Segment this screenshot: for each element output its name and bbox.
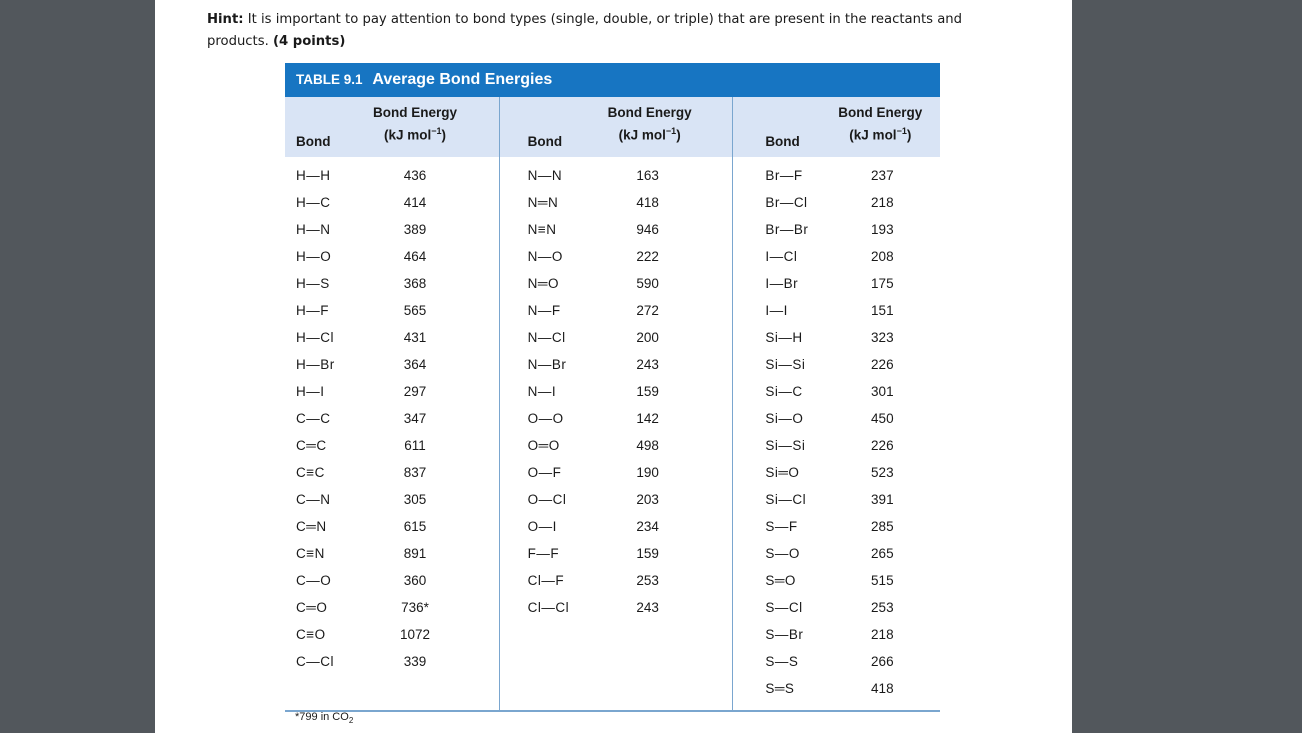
hint-label: Hint: bbox=[207, 12, 244, 27]
table-row bbox=[733, 405, 940, 432]
header-energy-line1: Bond Energy bbox=[838, 105, 923, 120]
table-row bbox=[733, 675, 940, 702]
energy-cell: 736* bbox=[401, 600, 429, 615]
energy-cell: 339 bbox=[403, 654, 427, 669]
table-row bbox=[285, 432, 499, 459]
energy-cell: 159 bbox=[636, 546, 659, 561]
bond-cell: C≡N bbox=[296, 546, 325, 561]
bond-cell: H—H bbox=[296, 168, 331, 183]
energy-cell: 498 bbox=[636, 438, 659, 453]
energy-cell: 243 bbox=[636, 357, 659, 372]
bond-cell: F—F bbox=[527, 546, 560, 561]
energy-cell: 200 bbox=[636, 330, 659, 345]
column-header bbox=[733, 97, 940, 157]
header-energy bbox=[365, 104, 465, 145]
table-title: Average Bond Energies bbox=[372, 71, 553, 88]
table-title-bar bbox=[285, 63, 940, 97]
hint-paragraph bbox=[207, 9, 1047, 53]
energy-cell: 418 bbox=[636, 195, 659, 210]
table-row bbox=[500, 270, 733, 297]
bond-cell: H—Br bbox=[296, 357, 335, 372]
table-row bbox=[285, 243, 499, 270]
table-row bbox=[285, 648, 499, 675]
bond-cell: H—F bbox=[296, 303, 329, 318]
header-bond: Bond bbox=[527, 134, 563, 149]
bond-cell: C═O bbox=[296, 600, 328, 615]
energy-cell: 253 bbox=[636, 573, 659, 588]
table-row bbox=[733, 486, 940, 513]
table-row bbox=[733, 297, 940, 324]
bond-cell: S—Cl bbox=[765, 600, 803, 615]
energy-cell: 565 bbox=[403, 303, 427, 318]
table-footnote bbox=[295, 711, 353, 725]
column-group-1 bbox=[285, 97, 499, 710]
energy-cell: 226 bbox=[871, 438, 894, 453]
header-energy-unit: (kJ mol bbox=[849, 127, 897, 143]
table-row bbox=[285, 567, 499, 594]
energy-cell: 891 bbox=[403, 546, 427, 561]
table-row bbox=[285, 324, 499, 351]
bond-cell: Si—H bbox=[765, 330, 803, 345]
footnote-text: *799 in CO bbox=[295, 711, 349, 723]
table-row bbox=[285, 351, 499, 378]
table-row bbox=[733, 567, 940, 594]
table-row bbox=[285, 540, 499, 567]
hint-text-line1: It is important to pay attention to bond types (single, double, or triple) that are present in the reactants and bbox=[243, 12, 962, 27]
table-row bbox=[500, 324, 733, 351]
hint-text-line2: products. bbox=[207, 34, 273, 49]
table-row bbox=[500, 675, 733, 702]
bond-cell: Cl—F bbox=[527, 573, 565, 588]
bond-cell: O—I bbox=[527, 519, 557, 534]
energy-cell: 347 bbox=[403, 411, 427, 426]
energy-cell: 590 bbox=[636, 276, 659, 291]
energy-cell: 418 bbox=[871, 681, 894, 696]
table-row bbox=[500, 648, 733, 675]
energy-cell: 234 bbox=[636, 519, 659, 534]
bond-cell: C—C bbox=[296, 411, 331, 426]
table-row bbox=[500, 621, 733, 648]
header-energy-sup: −1 bbox=[896, 126, 907, 136]
table-row bbox=[500, 513, 733, 540]
energy-cell: 272 bbox=[636, 303, 659, 318]
table-row bbox=[285, 405, 499, 432]
energy-cell: 946 bbox=[636, 222, 659, 237]
energy-cell: 364 bbox=[403, 357, 427, 372]
energy-cell: 450 bbox=[871, 411, 894, 426]
bond-cell: Si—O bbox=[765, 411, 804, 426]
bond-cell: C≡O bbox=[296, 627, 326, 642]
energy-cell: 431 bbox=[403, 330, 427, 345]
bond-cell: C—O bbox=[296, 573, 332, 588]
bond-cell: N≡N bbox=[527, 222, 557, 237]
energy-cell: 360 bbox=[403, 573, 427, 588]
table-number: TABLE 9.1 bbox=[296, 72, 363, 87]
bond-cell: S═O bbox=[765, 573, 796, 588]
header-energy-line1: Bond Energy bbox=[372, 105, 457, 120]
table-row bbox=[733, 540, 940, 567]
header-energy-close: ) bbox=[676, 127, 681, 143]
energy-cell: 436 bbox=[403, 168, 427, 183]
table-row bbox=[733, 378, 940, 405]
bond-cell: N—Cl bbox=[527, 330, 566, 345]
header-energy bbox=[600, 104, 700, 145]
table-row bbox=[285, 513, 499, 540]
bond-cell: C≡C bbox=[296, 465, 325, 480]
bond-cell: S—S bbox=[765, 654, 799, 669]
table-row bbox=[285, 621, 499, 648]
bond-cell: I—Cl bbox=[765, 249, 798, 264]
header-energy-sup: −1 bbox=[665, 126, 677, 136]
bond-cell: Si—Si bbox=[765, 357, 806, 372]
hint-points: (4 points) bbox=[272, 34, 346, 49]
energy-cell: 464 bbox=[403, 249, 427, 264]
bond-cell: H—S bbox=[296, 276, 330, 291]
energy-cell: 226 bbox=[871, 357, 894, 372]
table-row bbox=[500, 216, 733, 243]
column-group-3 bbox=[732, 97, 940, 710]
bond-cell: N═N bbox=[527, 195, 559, 210]
table-row bbox=[500, 594, 733, 621]
bond-cell: Br—F bbox=[765, 168, 803, 183]
energy-cell: 323 bbox=[871, 330, 894, 345]
bond-cell: Si═O bbox=[765, 465, 800, 480]
header-energy-line1: Bond Energy bbox=[607, 105, 692, 120]
energy-cell: 611 bbox=[404, 438, 426, 453]
table-row bbox=[733, 432, 940, 459]
energy-cell: 837 bbox=[403, 465, 427, 480]
energy-cell: 243 bbox=[636, 600, 659, 615]
bond-cell: Si—C bbox=[765, 384, 803, 399]
table-row bbox=[733, 243, 940, 270]
energy-cell: 523 bbox=[871, 465, 894, 480]
bond-cell: N—O bbox=[527, 249, 563, 264]
table-row bbox=[285, 162, 499, 189]
bond-cell: C—N bbox=[296, 492, 331, 507]
bond-cell: N—I bbox=[527, 384, 557, 399]
table-row bbox=[500, 378, 733, 405]
energy-cell: 265 bbox=[871, 546, 894, 561]
energy-cell: 237 bbox=[871, 168, 894, 183]
bond-cell: N—N bbox=[527, 168, 563, 183]
table-row bbox=[285, 189, 499, 216]
table-row bbox=[285, 216, 499, 243]
bond-cell: Br—Cl bbox=[765, 195, 808, 210]
table-row bbox=[733, 324, 940, 351]
table-row bbox=[500, 162, 733, 189]
header-energy-close: ) bbox=[441, 127, 447, 143]
header-energy bbox=[830, 104, 930, 145]
table-row bbox=[500, 243, 733, 270]
bond-cell: Si—Cl bbox=[765, 492, 807, 507]
table-row bbox=[285, 270, 499, 297]
table-row bbox=[733, 513, 940, 540]
table-body bbox=[733, 157, 940, 710]
column-group-2 bbox=[499, 97, 733, 710]
bond-cell: N—Br bbox=[527, 357, 567, 372]
energy-cell: 163 bbox=[636, 168, 659, 183]
table-row bbox=[285, 486, 499, 513]
document-page bbox=[155, 0, 1072, 733]
column-header bbox=[500, 97, 733, 157]
energy-cell: 414 bbox=[403, 195, 427, 210]
energy-cell: 175 bbox=[871, 276, 894, 291]
energy-cell: 203 bbox=[636, 492, 659, 507]
energy-cell: 142 bbox=[636, 411, 659, 426]
energy-cell: 297 bbox=[403, 384, 427, 399]
energy-cell: 368 bbox=[403, 276, 427, 291]
table-row bbox=[733, 459, 940, 486]
table-row bbox=[733, 648, 940, 675]
table-row bbox=[500, 189, 733, 216]
bond-cell: Br—Br bbox=[765, 222, 809, 237]
table-row bbox=[500, 540, 733, 567]
header-energy-close: ) bbox=[906, 127, 912, 143]
bond-cell: S—F bbox=[765, 519, 798, 534]
table-row bbox=[733, 351, 940, 378]
energy-cell: 515 bbox=[871, 573, 894, 588]
bond-cell: S—Br bbox=[765, 627, 804, 642]
table-row bbox=[285, 378, 499, 405]
table-row bbox=[500, 459, 733, 486]
header-energy-sup: −1 bbox=[431, 126, 442, 136]
table-row bbox=[500, 432, 733, 459]
table-row bbox=[500, 486, 733, 513]
bond-cell: O—Cl bbox=[527, 492, 567, 507]
energy-cell: 208 bbox=[871, 249, 894, 264]
table-row bbox=[733, 162, 940, 189]
energy-cell: 285 bbox=[871, 519, 894, 534]
energy-cell: 193 bbox=[871, 222, 894, 237]
bond-cell: H—I bbox=[296, 384, 325, 399]
table-row bbox=[500, 297, 733, 324]
energy-cell: 301 bbox=[871, 384, 894, 399]
energy-cell: 218 bbox=[871, 195, 894, 210]
header-bond: Bond bbox=[765, 134, 800, 149]
bond-cell: I—I bbox=[765, 303, 788, 318]
bond-cell: N—F bbox=[527, 303, 561, 318]
bond-cell: N═O bbox=[527, 276, 559, 291]
table-row bbox=[733, 270, 940, 297]
energy-cell: 218 bbox=[871, 627, 894, 642]
bond-cell: H—N bbox=[296, 222, 331, 237]
column-header bbox=[285, 97, 499, 157]
header-energy-unit: (kJ mol bbox=[383, 127, 432, 143]
energy-cell: 253 bbox=[871, 600, 894, 615]
energy-cell: 391 bbox=[871, 492, 894, 507]
bond-cell: H—Cl bbox=[296, 330, 334, 345]
energy-cell: 1072 bbox=[399, 627, 431, 642]
bond-cell: H—C bbox=[296, 195, 331, 210]
footnote-subscript: 2 bbox=[348, 716, 354, 726]
bond-cell: C═N bbox=[296, 519, 327, 534]
table-body bbox=[285, 157, 499, 710]
table-row bbox=[285, 459, 499, 486]
energy-cell: 389 bbox=[403, 222, 427, 237]
bond-cell: S═S bbox=[765, 681, 795, 696]
table-bottom-rule bbox=[285, 710, 940, 712]
bond-cell: O═O bbox=[527, 438, 560, 453]
energy-cell: 615 bbox=[403, 519, 427, 534]
energy-cell: 159 bbox=[636, 384, 659, 399]
header-bond: Bond bbox=[296, 134, 331, 149]
bond-cell: O—O bbox=[527, 411, 564, 426]
energy-cell: 305 bbox=[403, 492, 427, 507]
bond-cell: H—O bbox=[296, 249, 332, 264]
bond-cell: Cl—Cl bbox=[527, 600, 570, 615]
table-row bbox=[500, 351, 733, 378]
bond-cell: S—O bbox=[765, 546, 800, 561]
energy-cell: 190 bbox=[636, 465, 659, 480]
energy-cell: 266 bbox=[871, 654, 894, 669]
table-row bbox=[500, 567, 733, 594]
table-row bbox=[733, 594, 940, 621]
energy-cell: 222 bbox=[636, 249, 659, 264]
table-row bbox=[285, 675, 499, 702]
bond-cell: O—F bbox=[527, 465, 562, 480]
energy-cell: 151 bbox=[871, 303, 894, 318]
table-row bbox=[733, 216, 940, 243]
bond-cell: C—Cl bbox=[296, 654, 334, 669]
bond-energy-table bbox=[285, 63, 940, 712]
table-row bbox=[500, 405, 733, 432]
table-grid bbox=[285, 97, 940, 710]
bond-cell: Si—Si bbox=[765, 438, 806, 453]
table-row bbox=[733, 621, 940, 648]
bond-cell: C═C bbox=[296, 438, 327, 453]
table-row bbox=[733, 189, 940, 216]
bond-cell: I—Br bbox=[765, 276, 799, 291]
table-body bbox=[500, 157, 733, 710]
table-row bbox=[285, 297, 499, 324]
header-energy-unit: (kJ mol bbox=[618, 127, 666, 143]
table-row bbox=[285, 594, 499, 621]
